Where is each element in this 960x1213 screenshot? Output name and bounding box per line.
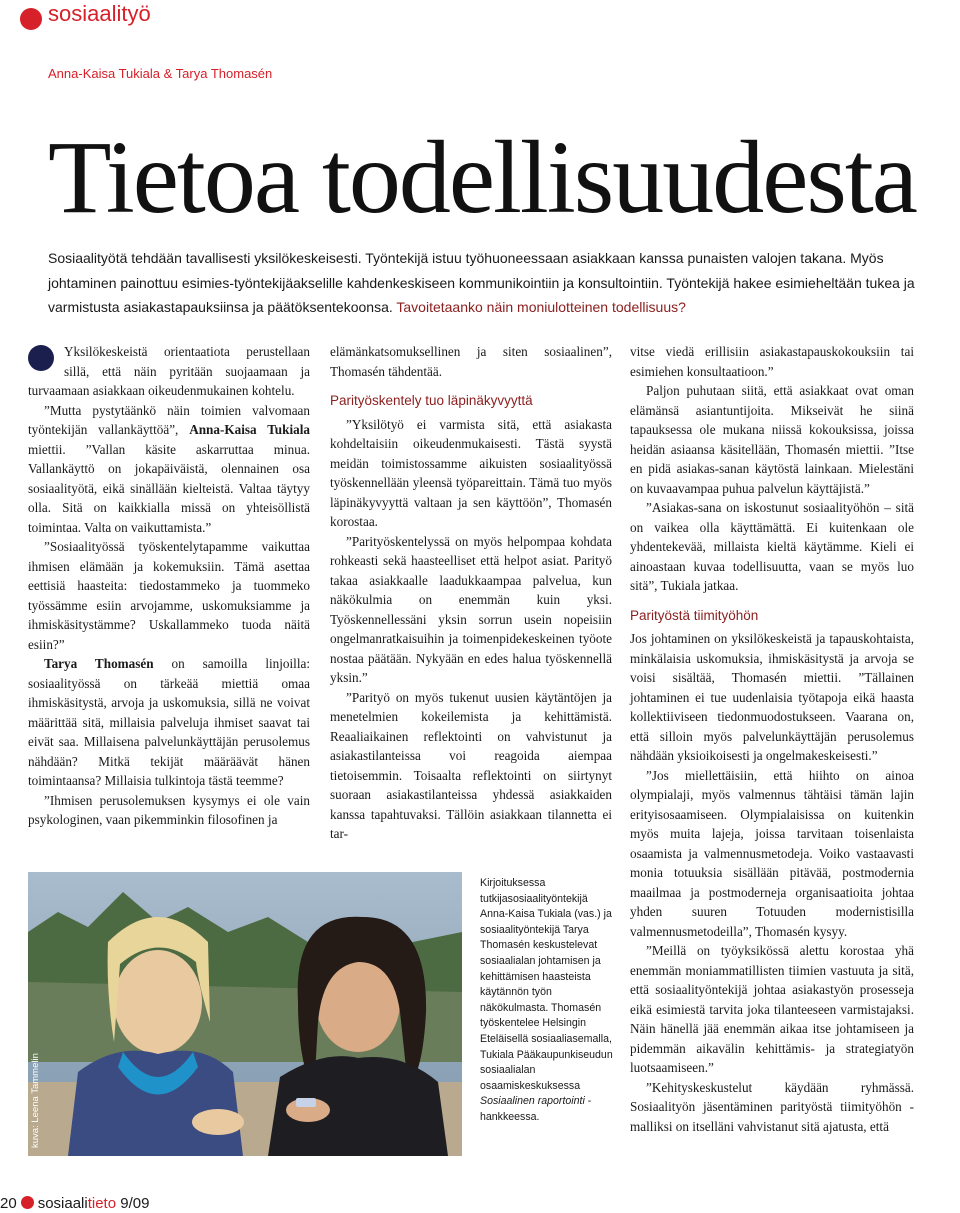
brand-suffix: tieto [87,1195,117,1212]
brand-name: sosiaali [37,1195,88,1212]
paragraph [28,654,310,791]
page-footer [0,1195,149,1212]
paragraph: ”Asiakas-sana on iskostunut sosiaalityöhön – sitä on vaikea olla käyttämättä. Ei kuitenkaan ole yhdentekevää, millaista kieltä käytämme. Kieli ei ainoastaan kuvaa todellisuutta, vaan se myös luo sitä”, Tukiala jatkaa. [630,500,914,593]
caption-tail: -hankkeessa. [480,1095,592,1123]
paragraph [28,401,310,538]
paragraph: ”Yksilötyö ei varmista sitä, että asiakasta kohdeltaisiin oikeudenmukaisesti. Tästä syystä meidän toimistossamme aikuisten sosiaalityössä työskennellään yleensä työpareittain. Tämä tuo myös läpinäkyvyyttä valtaan ja sen käyttöön”, Thomasén korostaa. [330,416,612,529]
paragraph: Jos johtaminen on yksilökeskeistä ja tapauskohtaista, minkälaisia uskomuksia, ihmiskäsitystä ja arvoja se voisi sisältää, Thomasén miettii. ”Tällainen johtaminen ei tue uudenlaisia työtapoja eikä haasta kollektiiviseen tiedonmuodostukseen. Vaarana on, että silloin myös palvelunkäyttäjän perusolemus nähdään yksioikoisesti ja ongelmakeskeisesti.” [630,631,914,763]
subheading: Parityöstä tiimityöhön [630,607,759,623]
column-2 [330,342,612,844]
article-lead [48,246,928,320]
paragraph: elämänkatsomuksellinen ja siten sosiaalinen”, Thomasén tähdentää. [330,344,612,379]
subheading: Parityöskentely tuo läpinäkyvyyttä [330,393,533,408]
paragraph: ”Kehityskeskustelut käydään ryhmässä. Sosiaalityön jäsentäminen parityöstä tiimityöhön -malliksi on itselläni vahvistanut sitä ajatusta, että [630,1079,914,1134]
issue-number: 9/09 [120,1195,150,1212]
article-authors: Anna-Kaisa Tukiala & Tarya Thomasén [48,66,273,81]
person-name: Tarya Thomasén [44,656,154,671]
paragraph: ”Ihmisen perusolemuksen kysymys ei ole vain psykologinen, vaan pikemminkin filosofinen ja [28,792,310,827]
person-name: Anna-Kaisa Tukiala [189,422,310,437]
project-name: Sosiaalinen raportointi [480,1095,585,1108]
footer-dot-icon [21,1196,34,1209]
column-1 [28,342,310,830]
paragraph [28,342,310,401]
lead-question: Tavoitetaanko näin moniulotteinen todellisuus? [396,299,686,315]
caption-text: Kirjoituksessa tutkijasosiaalityöntekijä Anna-Kaisa Tukiala (vas.) ja sosiaalityöntekijä Tarya Thomasén keskustelevat sosiaalialan johtamisen ja kehittämisen haasteista käytännön työn näkökulmasta. Thomasén työskentelee Helsingin Eteläisellä sosiaaliasemalla, Tukiala Pääkaupunkiseudun sosiaalialan osaamiskeskuksessa [480,877,613,1092]
paragraph-text: miettii. ”Vallan käsite askarruttaa minua. Vallankäyttö on jokapäiväistä, olennainen osa sosiaalityötä, eikä sinällään kielteistä. Valtaa täytyy olla. Sitä on kaikkialla missä on yhteisöllistä toimintaa. Valta on vaikuttamista.” [28,441,310,535]
paragraph-text: on samoilla linjoilla: sosiaalityössä on tärkeää miettiä omaa ihmiskäsitystä, arvoja ja uskomuksia, sillä ne voivat määrittää sitä, millaisia palveluja ihmiset saavat tai eivät saa. Millaisena palvelunkäyttäjän perusolemus nähdään? Mitkä tekijät määräävät hänen toimintaansa? Millaisia tulkintoja tästä teemme? [28,656,311,788]
column-3 [630,342,914,1136]
article-title: Tietoa todellisuudesta [48,120,916,235]
paragraph: ”Parityöskentelyssä on myös helpompaa kohdata rohkeasti sekä haasteelliset että helpot asiat. Parityö takaa asiakkaalle laadukkaampaa palvelua, kun näkökulmia on enemmän kuin yksi. Työskennellessäni yksin sorrun usein nopeisiin ongelmanratkaisuihin ja toimenpidekeskeinen työote nostaa päätään. Nykyään en edes halua työskennellä yksin.” [330,533,612,685]
photo-illustration [28,872,462,1156]
lead-text: Sosiaalityötä tehdään tavallisesti yksilökeskeisesti. Työntekijä istuu työhuoneessaan asiakkaan kanssa punaisten valojen takana. Myös johtaminen painottuu esimies-työntekijäakselille kahdenkeskiseen kommunikointiin ja konsultointiin. Työntekijä hakee esimieheltään tukea ja varmistusta asiakastapauksiinsa ja päätöksentekoonsa. [48,250,915,315]
photo-caption [480,876,615,1126]
photo-credit: kuva: Leena Tammelin [30,1053,41,1148]
paragraph: ”Parityö on myös tukenut uusien käytäntöjen ja menetelmien kokeilemista ja kehittämistä. Reaaliaikainen reflektointi on vahvistunut ja asiakastilanteissa voi reagoida aiempaa tietoisemmin. Toisaalta reflektointi on siirtynyt suoraan asiakastilanteissa yhdessä asiakkaiden kanssa tapahtuvaksi. Tällöin asiakkaan tilannetta ei tar- [330,689,612,841]
section-marker-dot [20,8,42,30]
paragraph: ”Sosiaalityössä työskentelytapamme vaikuttaa ihmisen elämään ja kokemuksiin. Tämä asettaa eettisiä haasteita: tiedostammeko ja tuommeko työssämme esiin arvojamme, uskomuksiamme ja ihmiskäsitystämme? Uskallammeko tuoda näitä esiin?” [28,539,310,652]
paragraph: Paljon puhutaan siitä, että asiakkaat ovat oman elämänsä asiantuntijoita. Mikseivät he siinä tapauksessa ole mukana niissä kokouksissa, joissa heidän asiaansa käsitellään, Thomasén miettii. ”Itse en pidä asiakas-sanan käytöstä lainkaan. Mielestäni on kuvaavampaa puhua palvelun käyttäjistä.” [630,383,914,496]
page-number: 20 [0,1195,17,1212]
article-photo [28,872,462,1156]
drop-dot-icon [28,345,54,371]
section-label: sosiaalityö [48,1,151,26]
paragraph: ”Meillä on työyksikössä alettu korostaa yhä enemmän moniammatillisten tiimien vastuuta ja sitä, että sosiaalityöntekijä johtaa asiakastyön prosesseja eikä esimiestä tarvita joka tilanteeseen varmistajaksi. Näin hänellä jää enemmän aikaa itse johtamiseen ja pidemmän aikavälin kehittämis- ja strategiatyön luotsaamiseen.” [630,943,914,1075]
paragraph: ”Jos miellettäisiin, että hiihto on ainoa olympialaji, myös valmennus tähtäisi tämän lajin erityisosaamiseen. Olympialaisissa on kuitenkin myös muita lajeja, joissa tarvitaan toisenlaista osaamista ja valmennusmetodeja. Voiko vastaavasti monia totuuksia sisällään pitävää, postmodernia maailmaa ja postmoderneja organisaatioita johtaa yhden suuren Totuuden modernistisilla valmennusmetodeilla”, Thomasén kysyy. [630,767,914,939]
paragraph: vitse viedä erillisiin asiakastapauskokouksiin tai esimiehen konsultaatioon.” [630,344,914,379]
paragraph-text: ”Mutta pystytäänkö näin toimien valvomaan työntekijän vallankäyttöä”, [28,402,310,437]
paragraph-text: Yksilökeskeistä orientaatiota perustellaan sillä, että näin pyritään suojaamaan ja turvaamaan asiakkaan oikeudenmukainen kohtelu. [28,344,310,398]
